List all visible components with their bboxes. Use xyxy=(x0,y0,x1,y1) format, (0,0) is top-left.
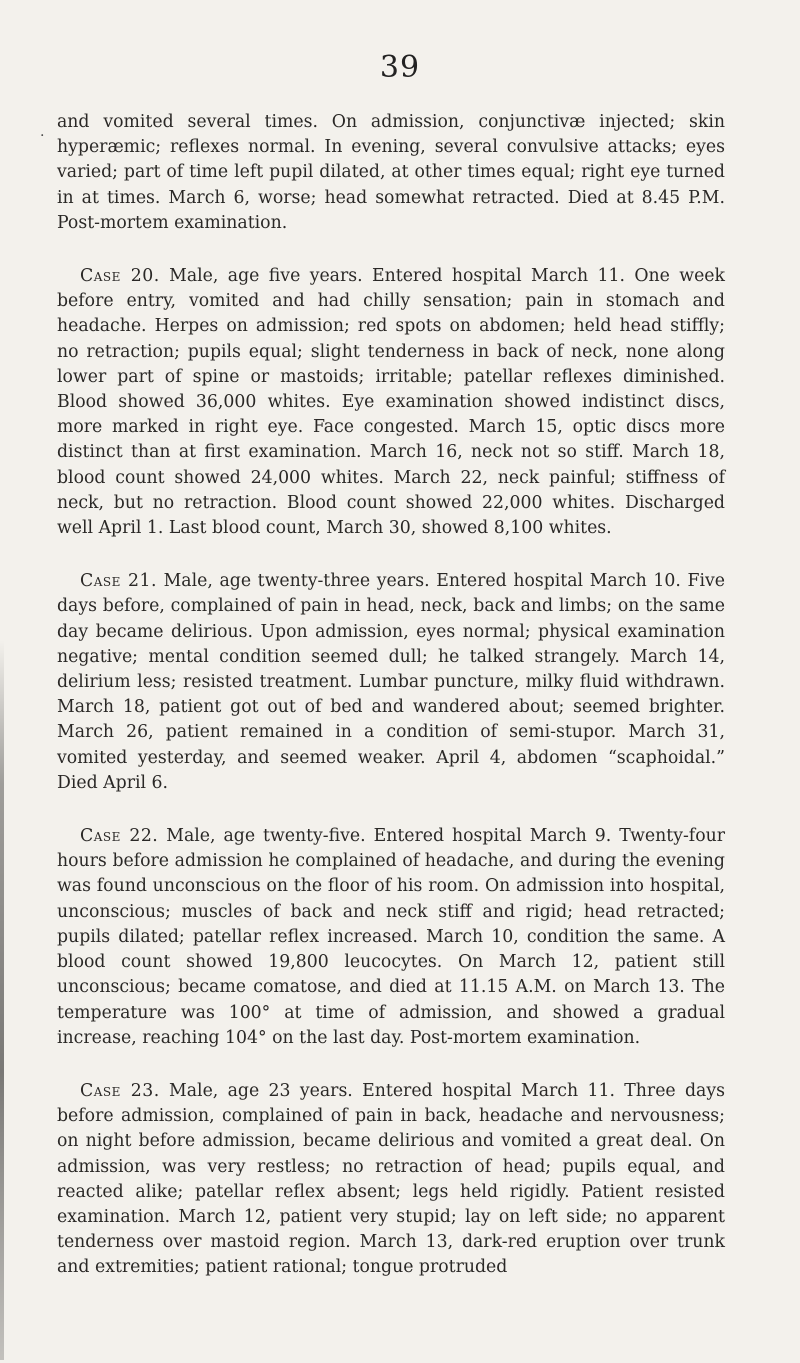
paragraph-text: Male, age twenty-five. Entered hospital March 9. Twenty-four hours before admission he complained of headache, and during the evening was found unconscious on the floor of his room. On admission into hospital, unconscious; muscles of back and neck stiff and rigid; head retracted; pupils dilated; patellar reflex increased. March 10, condition the same. A blood count showed 19,800 leucocytes. On March 12, patient still unconscious; became comatose, and died at 11.15 A.M. on March 13. The temperature was 100° at time of admission, and showed a gradual increase, reaching 104° on the last day. Post-mortem examination. xyxy=(57,826,725,1048)
paragraph-text: Male, age twenty-three years. Entered hospital March 10. Five days before, complained of pain in head, neck, back and limbs; on the same day became delirious. Upon admission, eyes normal; physical examination negative; mental condition seemed dull; he talked strangely. March 14, delirium less; resisted treatment. Lumbar puncture, milky fluid withdrawn. March 18, patient got out of bed and wandered about; seemed brighter. March 26, patient remained in a condition of semi-stupor. March 31, vomited yesterday, and seemed weaker. April 4, abdomen “scaphoidal.” Died April 6. xyxy=(57,571,725,793)
paragraph-continuation xyxy=(57,110,725,236)
paragraph-text: Male, age 23 years. Entered hospital March 11. Three days before admission, complained of pain in back, headache and nervousness; on night before admission, became delirious and vomited a great deal. On admission, was very restless; no retraction of head; pupils equal, and reacted alike; patellar reflex absent; legs held rigidly. Patient resisted examination. March 12, patient very stupid; lay on left side; no apparent tenderness over mastoid region. March 13, dark-red eruption over trunk and extremities; patient rational; tongue protruded xyxy=(57,1080,725,1278)
paragraph-case-23 xyxy=(57,1079,725,1281)
paragraph-case-21 xyxy=(57,569,725,796)
page-number: 39 xyxy=(379,50,421,85)
paragraph-text: Male, age five years. Entered hospital March 11. One week before entry, vomited and had chilly sensation; pain in stomach and headache. Herpes on admission; red spots on abdomen; held head stiffly; no retraction; pupils equal; slight tenderness in back of neck, none along lower part of spine or mastoids; irritable; patellar reflexes diminished. Blood showed 36,000 whites. Eye examination showed indistinct discs, more marked in right eye. Face congested. March 15, optic discs more distinct than at first examination. March 16, neck not so stiff. March 18, blood count showed 24,000 whites. March 22, neck painful; stiffness of neck, but no retraction. Blood count showed 22,000 whites. Discharged well April 1. Last blood count, March 30, showed 8,100 whites. xyxy=(57,266,725,539)
paragraph-text: and vomited several times. On admission, conjunctivæ injected; skin hyperæmic; reflexes normal. In evening, several convulsive attacks; eyes varied; part of time left pupil dilated, at other times equal; right eye turned in at times. March 6, worse; head somewhat retracted. Died at 8.45 P.M. Post-mortem examination. xyxy=(57,112,725,233)
case-label: Case 22. xyxy=(80,826,159,847)
paragraph-case-20 xyxy=(57,264,725,541)
case-label: Case 20. xyxy=(80,266,160,287)
body-text xyxy=(57,110,725,1309)
margin-dot: . xyxy=(40,124,45,140)
case-label: Case 21. xyxy=(80,571,157,592)
page-edge-shadow xyxy=(0,640,4,1360)
paragraph-case-22 xyxy=(57,824,725,1051)
case-label: Case 23. xyxy=(80,1080,160,1101)
